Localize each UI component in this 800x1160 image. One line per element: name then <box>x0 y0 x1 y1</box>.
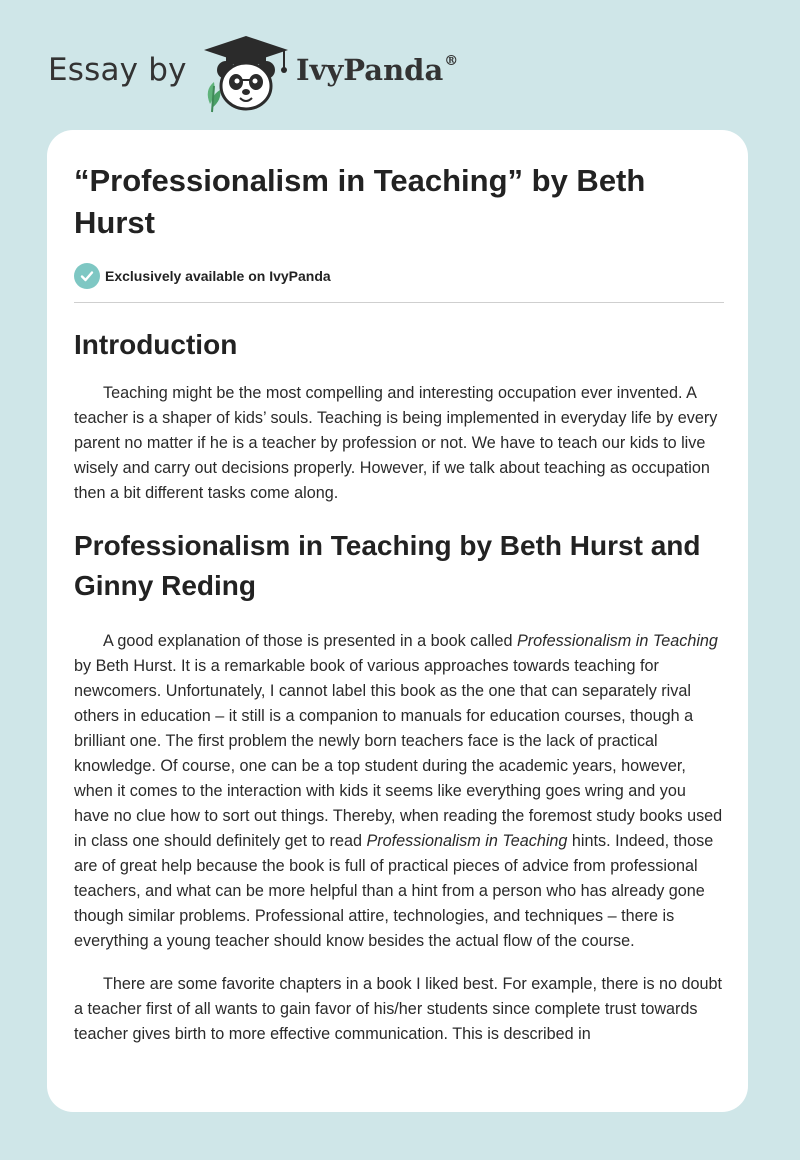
brand-name[interactable] <box>296 53 458 87</box>
essay-content <box>74 160 724 1047</box>
panda-graduate-icon[interactable] <box>200 34 292 114</box>
essay-by-label: Essay by <box>48 52 187 88</box>
paragraph-book-explanation <box>74 629 724 954</box>
paragraph-text: A good explanation of those is presented in a book called <box>103 632 517 650</box>
paragraph-favorite-chapters: There are some favorite chapters in a book I liked best. For example, there is no doubt a teacher first of all wants to gain favor of his/her students since complete trust towards teacher gives birth to more effective communication. This is described in <box>74 975 723 1043</box>
title-divider <box>74 302 724 303</box>
exclusive-badge <box>74 262 724 290</box>
book-title-italic: Professionalism in Teaching <box>366 832 568 850</box>
paragraph-text: by Beth Hurst. It is a remarkable book of various approaches towards teaching for newcomers. Unfortunately, I cannot label this book as the one that can separately rival others in education – it still is a companion to manuals for education courses, though a brilliant one. The first problem the newly born teachers face is the lack of practical knowledge. Of course, one can be a top student during the academic years, however, when it comes to the interaction with kids it seems like everything goes wring and you have no clue how to sort out things. Thereby, when reading the foremost study books used in class one should definitely get to read <box>74 657 723 850</box>
paragraph-text: hints. Indeed, those are of great help because the book is full of practical pieces of advice from professional teachers, and what can be more helpful than a hint from a person who has already gone though similar problems. Professional attire, technologies, and techniques – there is everything a young teacher should know besides the actual flow of the course. <box>74 832 714 950</box>
paragraph-introduction: Teaching might be the most compelling and interesting occupation ever invented. A teacher is a shaper of kids’ souls. Teaching is being implemented in everyday life by every parent no matter if he is a teacher by profession or not. We have to teach our kids to live wisely and carry out decisions properly. However, if we talk about teaching as occupation then a bit different tasks come along. <box>74 384 718 502</box>
essay-title: “Professionalism in Teaching” by Beth Hurst <box>74 163 646 240</box>
book-title-italic: Professionalism in Teaching <box>516 632 718 650</box>
registered-mark: ® <box>444 53 459 70</box>
section-heading-professionalism: Professionalism in Teaching by Beth Hurst and Ginny Reding <box>74 530 701 601</box>
check-icon <box>74 263 100 289</box>
exclusive-badge-label: Exclusively available on IvyPanda <box>105 268 331 284</box>
essay-card <box>47 130 748 1112</box>
site-header <box>48 28 748 118</box>
brand-text: IvyPanda <box>296 53 444 87</box>
section-heading-introduction: Introduction <box>74 329 238 360</box>
